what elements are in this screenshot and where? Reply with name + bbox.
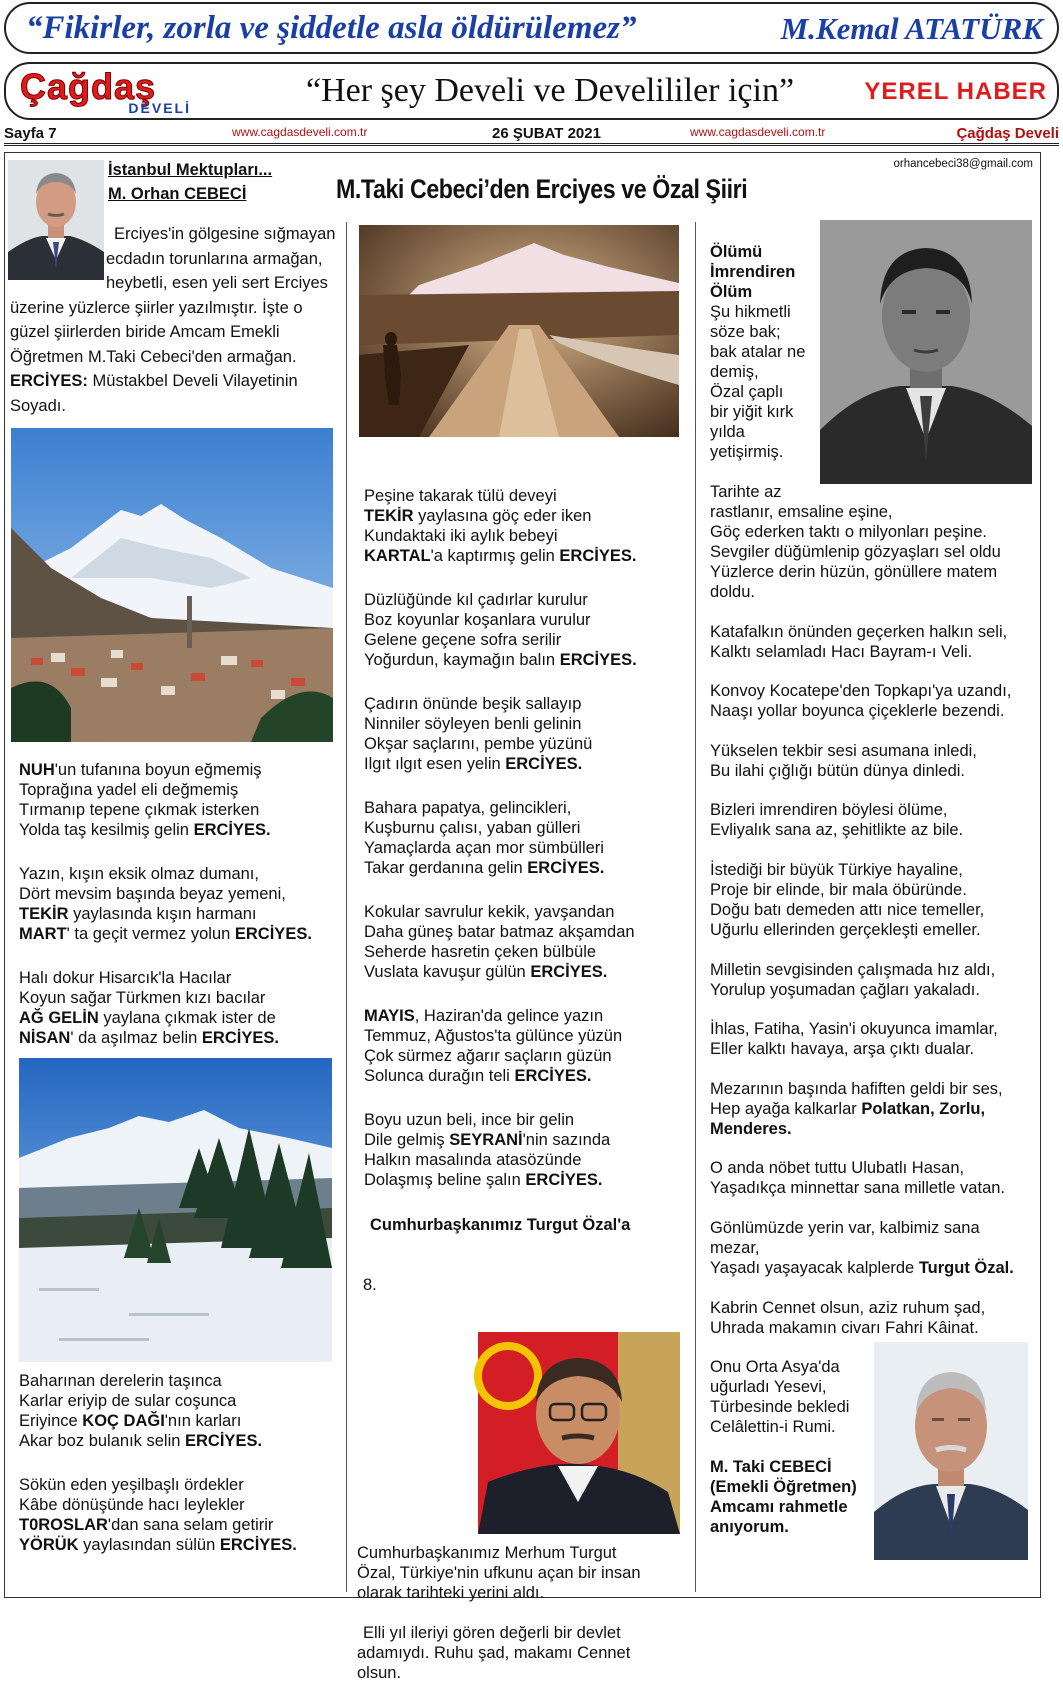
logo-main-text: Çağdaş <box>20 66 157 107</box>
brand-label: Çağdaş Develi <box>956 125 1059 142</box>
sepia-road-photo <box>359 225 679 437</box>
column-divider-right <box>695 222 696 1592</box>
snowy-erciyes-photo <box>19 1058 332 1362</box>
erciyes-stanza-12: Boyu uzun beli, ince bir gelin Dile gelmiş SEYRANİ'nin sazında Halkın masalında atasözünde Dolaşmış beline şalın ERCİYES. <box>364 1111 611 1189</box>
erciyes-stanza-1: NUH'un tufanına boyun eğmemiş Toprağına yadel eli değmemiş Tırmanıp tepene çıkmak isterken Yolda taş kesilmiş gelin ERCİYES. <box>19 761 271 839</box>
ozal-stanza-5: Yükselen tekbir sesi asumana inledi, Bu ilahi çığlığı bütün dünya dinledi. <box>710 742 977 780</box>
ozal-stanza-10: Mezarının başında hafiften geldi bir ses, Hep ayağa kalkarlar Polatkan, Zorlu, Menderes. <box>710 1080 1003 1138</box>
quote-banner <box>4 2 1059 54</box>
column-divider-left <box>346 222 347 1592</box>
ozal-stanza-14: Onu Orta Asya'da uğurladı Yesevi, Türbesinde bekledi Celâlettin-i Rumi. <box>710 1358 850 1436</box>
ozal-stanza-13: Kabrin Cennet olsun, aziz ruhum şad, Uhrada makamın civarı Fahri Kâinat. <box>710 1299 986 1337</box>
erciyes-stanza-2: Yazın, kışın eksik olmaz dumanı, Dört mevsim başında beyaz yemeni, TEKİR yaylasında kışın harmanı MART' ta geçit vermez yolun ERCİYES. <box>19 865 312 943</box>
taki-cebeci-elder-photo <box>874 1342 1028 1560</box>
ozal-intro-2: Elli yıl ileriyi gören değerli bir devlet adamıydı. Ruhu şad, makamı Cennet olsun. <box>357 1624 631 1682</box>
erciyes-stanza-10: Kokular savrulur kekik, yavşandan Daha güneş batar batmaz akşamdan Seherde hasretin çeken bülbüle Vuslata kavuşur gülün ERCİYES. <box>364 903 635 981</box>
intro-bold: ERCİYES: <box>10 372 88 390</box>
issue-date: 26 ŞUBAT 2021 <box>492 125 601 142</box>
erciyes-stanza-9: Bahara papatya, gelincikleri, Kuşburnu çalısı, yaban gülleri Yamaçlarda açan mor sümbülleri Takar gerdanına gelin ERCİYES. <box>364 799 605 877</box>
section-label: YEREL HABER <box>864 78 1047 105</box>
ozal-section-title: Cumhurbaşkanımız Turgut Özal'a <box>370 1216 631 1234</box>
column-series-title: İstanbul Mektupları... <box>108 161 273 179</box>
newspaper-slogan: “Her şey Develi ve Develililer için” <box>306 72 795 109</box>
photo-wrap-spacer <box>10 222 106 280</box>
ozal-stanza-4: Konvoy Kocatepe'den Topkapı'ya uzandı, Naaşı yollar boyunca çiçeklerle bezendi. <box>710 682 1012 720</box>
erciyes-stanza-5: Sökün eden yeşilbaşlı ördekler Kâbe dönüşünde hacı leylekler T0ROSLAR'dan sana selam getirir YÖRÜK yaylasından sülün ERCİYES. <box>19 1476 297 1554</box>
ozal-stanza-7: İstediği bir büyük Türkiye hayaline, Proje bir elinde, bir mala öbüründe. Doğu batı demeden attı nice temeller, Uğurlu ellerinden gerçekleşti emeller. <box>710 861 985 939</box>
ozal-stanza-6: Bizleri imrendiren böylesi ölüme, Evliyalık sana az, şehitlikte az bile. <box>710 801 964 839</box>
ozal-stanza-3: Katafalkın önünden geçerken halkın seli, Kalktı selamladı Hacı Bayram-ı Veli. <box>710 623 1008 661</box>
column-author-name: M. Orhan CEBECİ <box>108 185 247 203</box>
ozal-stanza-2: Tarihte az rastlanır, emsaline eşine, Göç ederken taktı o milyonları peşine. Sevgiler düğümlenip gözyaşları sel oldu Yüzlerce derin hüzün, gönüllere matem doldu. <box>710 483 1001 601</box>
poem-signature: M. Taki CEBECİ (Emekli Öğretmen) Amcamı rahmetle anıyorum. <box>710 1458 857 1536</box>
ozal-stanza-8: Milletin sevgisinden çalışmada hız aldı, Yorulup yoşumadan çağları yakaladı. <box>710 961 996 999</box>
website-link-left[interactable]: www.cagdasdeveli.com.tr <box>232 125 368 139</box>
page-info-bar <box>4 124 1059 146</box>
ozal-stanza-12: Gönlümüzde yerin var, kalbimiz sana mezar, Yaşadı yaşayacak kalplerde Turgut Özal. <box>710 1219 1014 1277</box>
turgut-ozal-photo <box>478 1332 680 1534</box>
erciyes-town-photo <box>11 428 333 742</box>
ozal-stanza-9: İhlas, Fatiha, Yasin'i okuyunca imamlar, Eller kalktı havaya, arşa çıktı dualar. <box>710 1020 998 1058</box>
erciyes-stanza-4: Baharınan derelerin taşınca Karlar eriyip de sular coşunca Eriyince KOÇ DAĞI'nın karları Akar boz bulanık selin ERCİYES. <box>19 1372 263 1450</box>
ozal-poem-title: Ölümü İmrendiren Ölüm <box>710 243 796 301</box>
article-headline: M.Taki Cebeci’den Erciyes ve Özal Şiiri <box>336 174 748 204</box>
ozal-intro-1: 8. Cumhurbaşkanımız Merhum Turgut Özal, Türkiye'nin ufkunu açan bir insan olarak tarihteki yerini aldı. <box>357 1276 641 1602</box>
ozal-stanza-1: Şu hikmetli söze bak; bak atalar ne demiş, Özal çaplı bir yiğit kırk yılda yetişirmiş. <box>710 303 806 461</box>
intro-text-1: Erciyes'in gölgesine sığmayan ecdadın torunlarına armağan, heybetli, esen yeli sert Erciyes üzerine yüzlerce şiirler yazılmıştır. İşte o güzel şiirlerden biride Amcam Emekli Öğretmen M.Taki Cebeci'den armağan. <box>10 225 336 366</box>
erciyes-stanza-11: MAYIS, Haziran'da gelince yazın Temmuz, Ağustos'ta gülünce yüzün Çok sürmez ağarır saçların güzün Solunca durağın teli ERCİYES. <box>364 1007 623 1085</box>
website-link-right[interactable]: www.cagdasdeveli.com.tr <box>690 125 826 139</box>
page-number: Sayfa 7 <box>4 125 57 142</box>
erciyes-stanza-7: Düzlüğünde kıl çadırlar kurulur Boz koyunlar koşanlara vurulur Gelene geçene sofra serilir Yoğurdun, kaymağın balın ERCİYES. <box>364 591 637 669</box>
erciyes-stanza-3: Halı dokur Hisarcık'la Hacılar Koyun sağar Türkmen kızı bacılar AĞ GELİN yaylana çıkmak ister de NİSAN' da aşılmaz belin ERCİYES. <box>19 969 279 1047</box>
taki-cebeci-young-photo <box>820 220 1032 484</box>
intro-text-2: Müstakbel Develi Vilayetinin Soyadı. <box>10 372 298 415</box>
erciyes-stanza-6: Peşine takarak tülü deveyi TEKİR yaylasına göç eder iken Kundaktaki iki aylık bebeyi KARTAL'a kaptırmış gelin ERCİYES. <box>364 487 637 565</box>
intro-paragraph <box>10 222 342 418</box>
author-email[interactable]: orhancebeci38@gmail.com <box>893 158 1033 170</box>
logo-sub-text: DEVELİ <box>128 100 191 116</box>
masthead <box>4 62 1059 120</box>
quote-author: M.Kemal ATATÜRK <box>780 11 1043 46</box>
newspaper-logo <box>20 66 195 116</box>
ozal-stanza-11: O anda nöbet tuttu Ulubatlı Hasan, Yaşadıkça minnettar sana milletle vatan. <box>710 1159 1006 1197</box>
erciyes-stanza-8: Çadırın önünde beşik sallayıp Ninniler söyleyen benli gelinin Okşar saçlarını, pembe yüzünü Ilgıt ılgıt esen yelin ERCİYES. <box>364 695 593 773</box>
ataturk-quote: “Fikirler, zorla ve şiddetle asla öldürülemez” <box>26 10 637 46</box>
